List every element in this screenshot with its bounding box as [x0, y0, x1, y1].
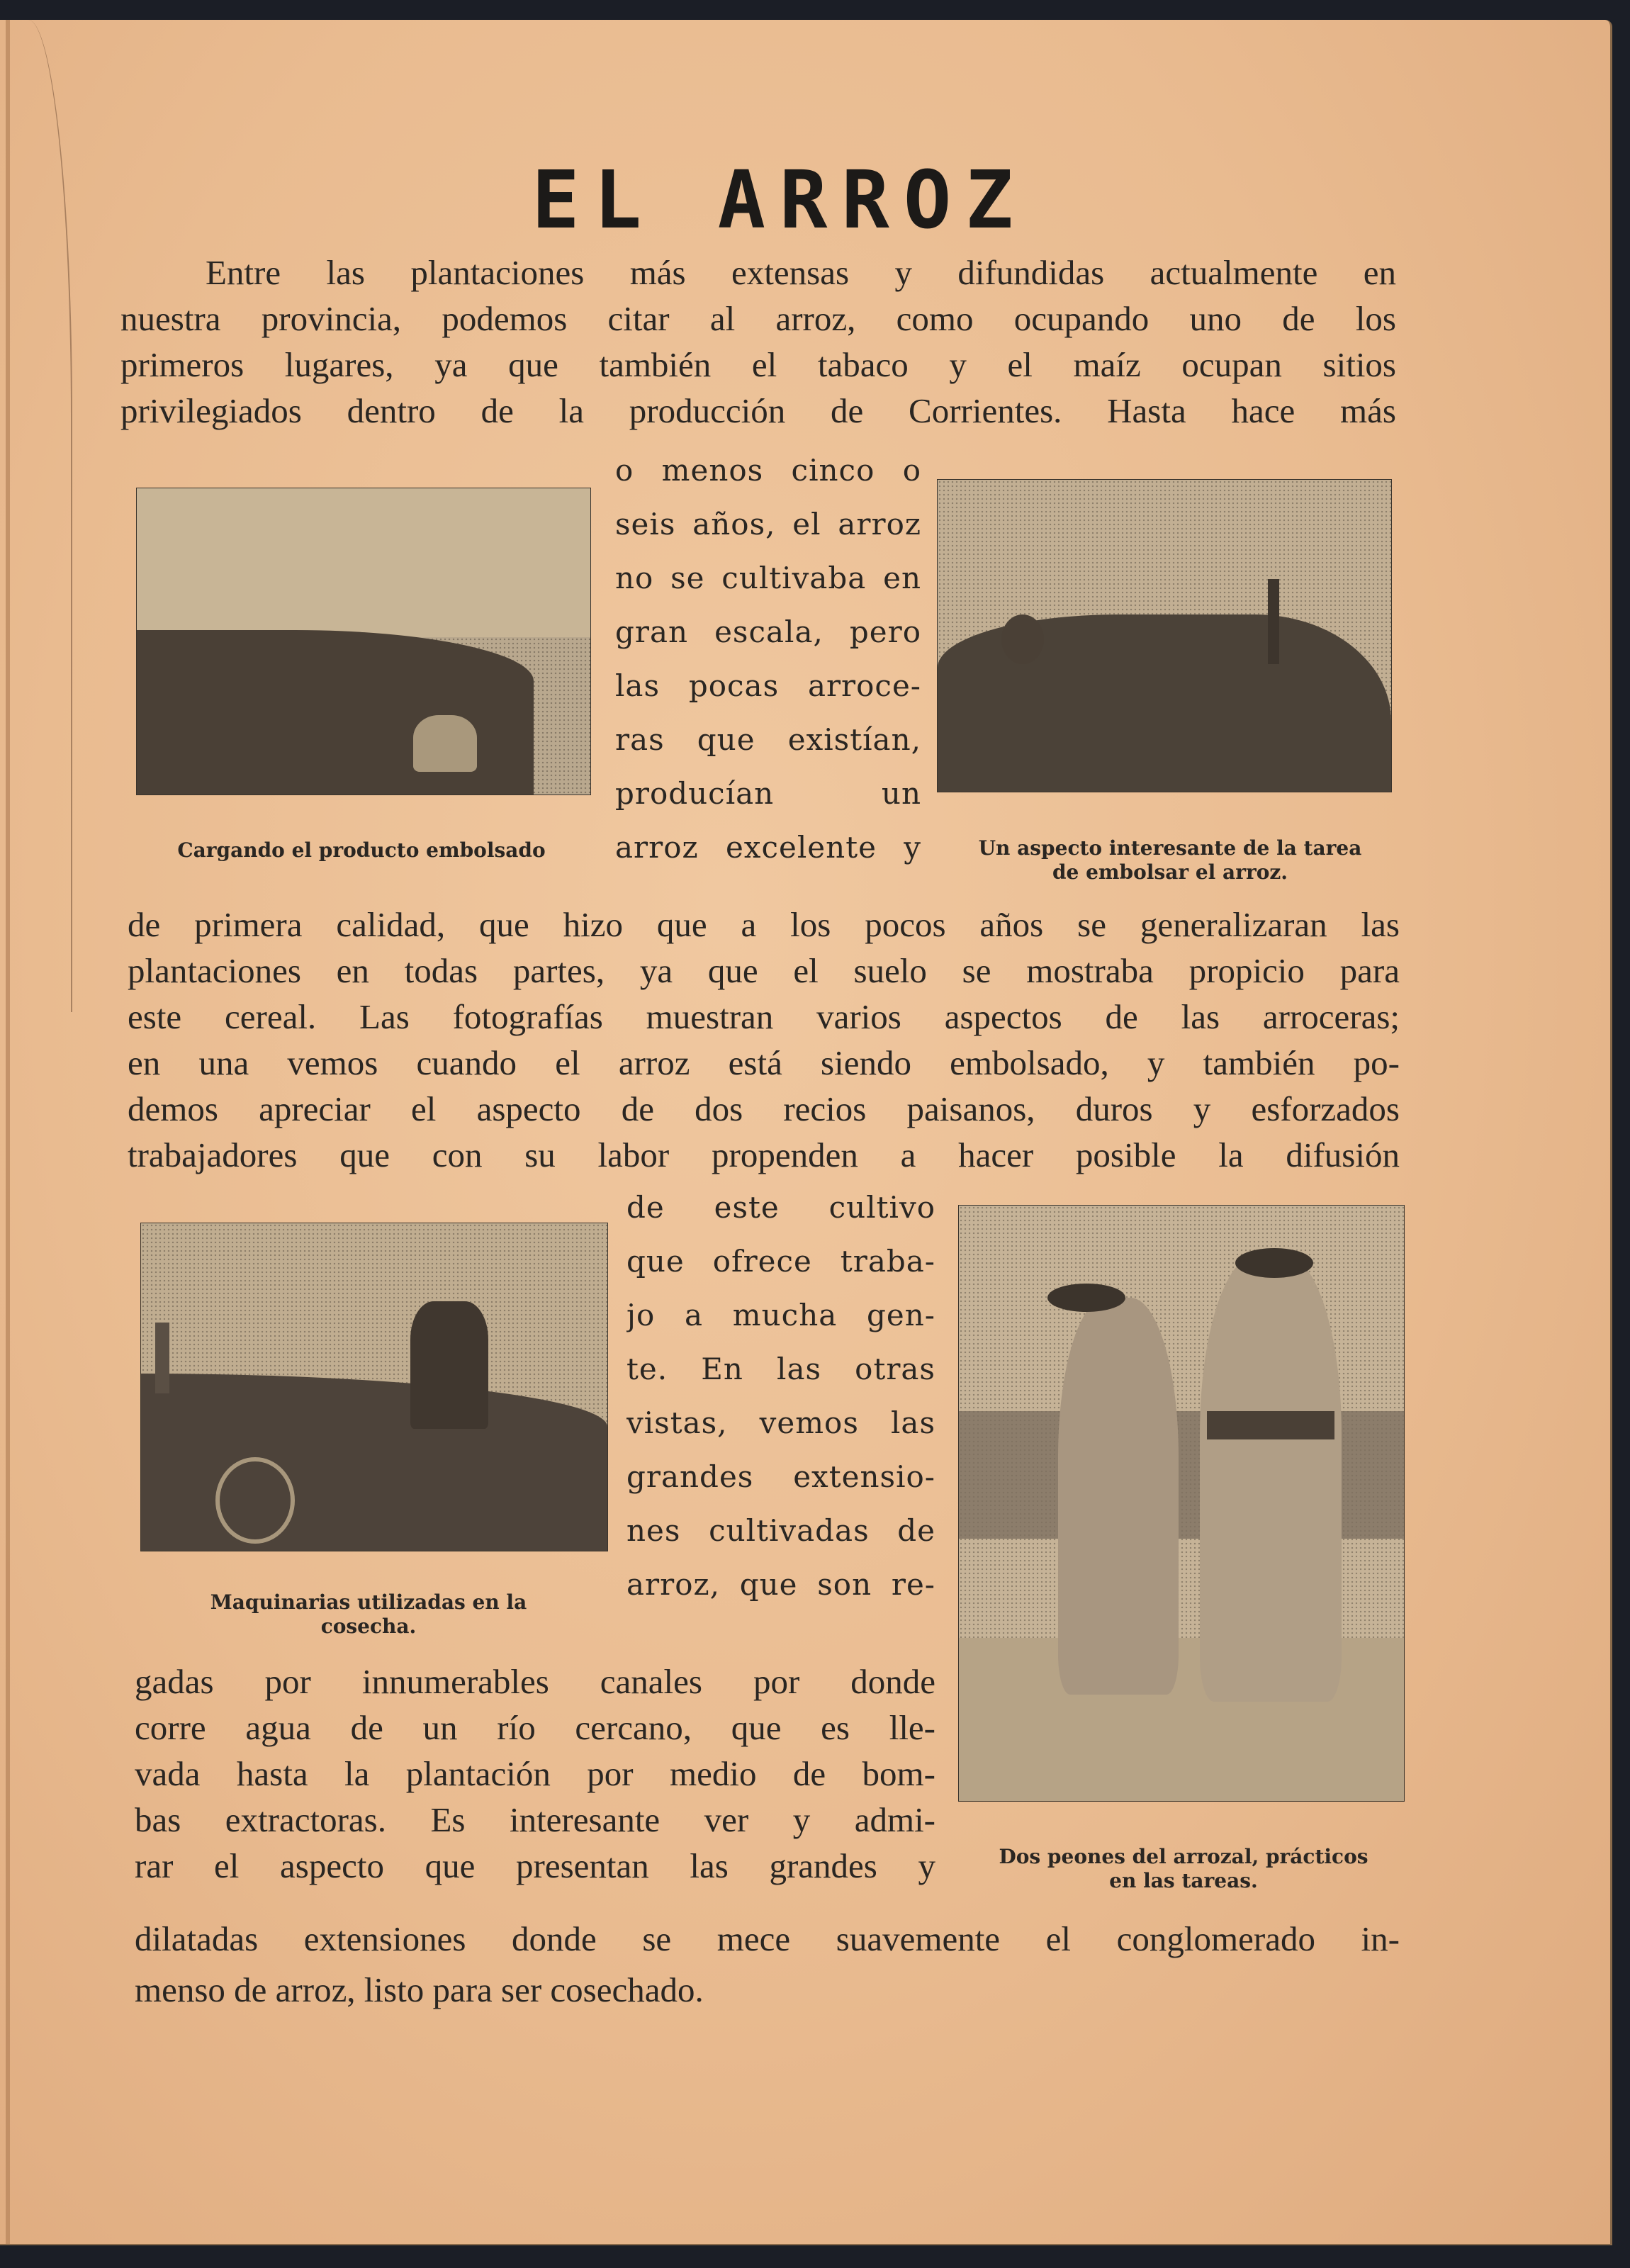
text-line: de primera calidad, que hizo que a los pocos años se generalizaran las — [128, 905, 1400, 944]
text-line: jo a mucha gen- — [626, 1298, 935, 1332]
paragraph-end — [135, 1914, 1400, 2016]
text-line: trabajadores que con su labor propenden a hacer posible la difusión — [128, 1135, 1400, 1174]
photo-hat-right — [1235, 1248, 1313, 1278]
text-line: arroz excelente y — [615, 830, 921, 865]
text-line: corre agua de un río cercano, que es lle- — [135, 1708, 935, 1747]
caption-line: en las tareas. — [1109, 1869, 1258, 1892]
photo-loading-bagged-product — [136, 488, 591, 795]
photo-cart — [413, 715, 477, 772]
caption-photo-1 — [128, 838, 595, 863]
photo-church-spire — [155, 1323, 169, 1393]
text-line: producían un — [615, 776, 921, 811]
text-line: privilegiados dentro de la producción de Corrientes. Hasta hace más — [120, 391, 1396, 430]
text-line: primeros lugares, ya que también el tabaco y el maíz ocupan sitios — [120, 345, 1396, 384]
text-line: vistas, vemos las — [626, 1405, 935, 1440]
caption-line: Cargando el producto embolsado — [177, 838, 546, 862]
text-line: menso de arroz, listo para ser cosechado. — [135, 1970, 704, 2009]
text-line: arroz, que son re- — [626, 1567, 935, 1602]
photo-hat-left — [1047, 1284, 1125, 1312]
photo-sky — [137, 488, 590, 637]
caption-line: Dos peones del arrozal, prácticos — [999, 1845, 1368, 1868]
text-line: no se cultivaba en — [615, 561, 921, 595]
photo-tractor-wheel — [215, 1457, 295, 1544]
text-line: gadas por innumerables canales por donde — [135, 1662, 935, 1701]
caption-photo-3 — [135, 1590, 602, 1639]
photo-bagging-rice — [937, 479, 1392, 792]
caption-photo-2 — [933, 836, 1407, 885]
text-line: nes cultivadas de — [626, 1513, 935, 1548]
text-line: Entre las plantaciones más extensas y difundidas actualmente en — [206, 253, 1396, 292]
caption-line: Un aspecto interesante de la tarea — [978, 836, 1362, 860]
page-spine — [6, 20, 10, 2244]
text-line: o menos cinco o — [615, 453, 921, 488]
paragraph-middle — [128, 902, 1400, 1178]
caption-photo-4 — [943, 1845, 1424, 1893]
photo-laborer-left — [1058, 1298, 1179, 1695]
text-line: grandes extensio- — [626, 1459, 935, 1494]
photo-tree — [1001, 614, 1044, 664]
text-line: nuestra provincia, podemos citar al arroz, como ocupando uno de los — [120, 299, 1396, 338]
photo-harvest-machinery — [140, 1223, 608, 1551]
text-line: demos apreciar el aspecto de dos recios paisanos, duros y esforzados — [128, 1089, 1400, 1128]
text-line: de este cultivo — [626, 1190, 935, 1225]
text-line: gran escala, pero — [615, 614, 921, 649]
text-line: bas extractoras. Es interesante ver y admi- — [135, 1800, 935, 1839]
paragraph-lower-left — [135, 1658, 935, 1889]
column-text-top — [615, 444, 921, 875]
caption-line: Maquinarias utilizadas en la — [210, 1590, 527, 1614]
text-line: dilatadas extensiones donde se mece suavemente el conglomerado in- — [135, 1919, 1400, 1958]
photo-two-laborers — [958, 1205, 1405, 1802]
caption-line: cosecha. — [320, 1615, 417, 1638]
text-line: rar el aspecto que presentan las grandes y — [135, 1846, 935, 1885]
article-title: EL ARROZ — [532, 155, 1028, 247]
caption-line: de embolsar el arroz. — [1052, 860, 1288, 884]
text-line: en una vemos cuando el arroz está siendo embolsado, y también po- — [128, 1043, 1400, 1082]
photo-laborer-right — [1200, 1255, 1342, 1702]
text-line: seis años, el arroz — [615, 507, 921, 541]
text-line: te. En las otras — [626, 1352, 935, 1386]
text-line: plantaciones en todas partes, ya que el suelo se mostraba propicio para — [128, 951, 1400, 990]
text-line: este cereal. Las fotografías muestran varios aspectos de las arroceras; — [128, 997, 1400, 1036]
photo-smokestack — [1268, 579, 1279, 664]
photo-ground — [141, 1374, 607, 1551]
photo-belt — [1207, 1411, 1334, 1439]
text-line: que ofrece traba- — [626, 1244, 935, 1279]
text-line: las pocas arroce- — [615, 668, 921, 703]
text-line: vada hasta la plantación por medio de bom- — [135, 1754, 935, 1793]
text-line: ras que existían, — [615, 722, 921, 757]
photo-thresher — [410, 1301, 488, 1429]
column-text-bottom — [626, 1181, 935, 1612]
paragraph-intro — [120, 249, 1396, 434]
